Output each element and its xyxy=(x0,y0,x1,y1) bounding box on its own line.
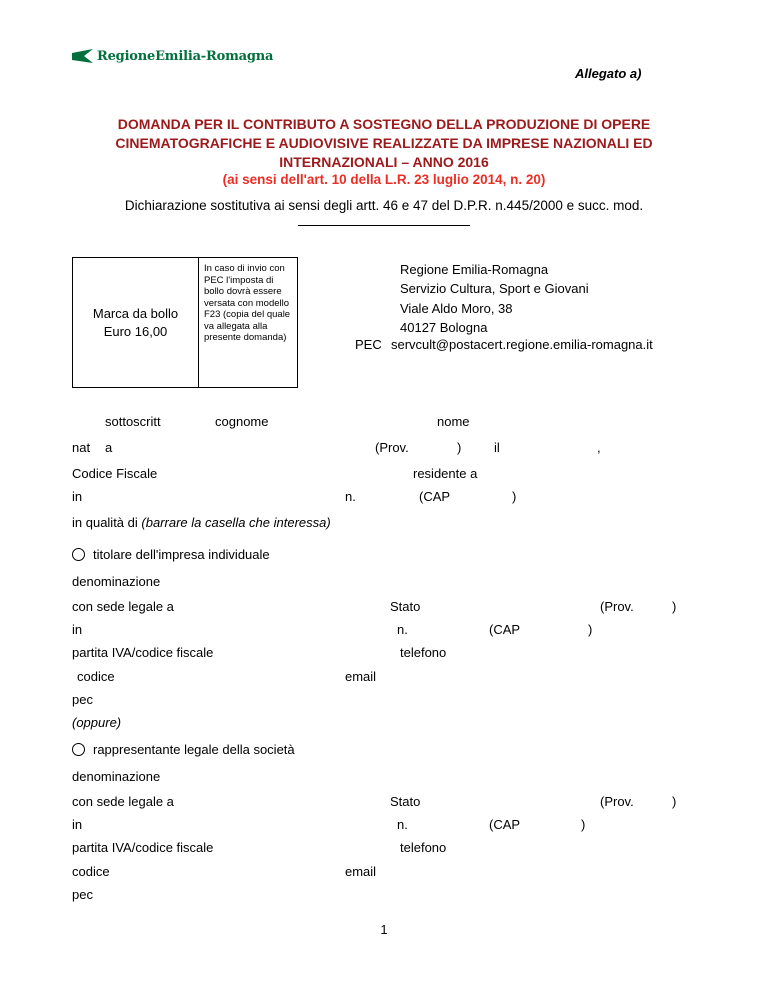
regione-emilia-romagna-logo xyxy=(72,49,273,64)
law-reference: (ai sensi dell'art. 10 della L.R. 23 luglio 2014, n. 20) xyxy=(222,172,546,187)
form-line-indirizzo-2 xyxy=(0,817,768,835)
label-partita-iva: partita IVA/codice fiscale xyxy=(72,840,214,855)
label-sede-legale: con sede legale a xyxy=(72,794,174,809)
title-line-2: CINEMATOGRAFICHE E AUDIOVISIVE REALIZZATE DA IMPRESE NAZIONALI ED xyxy=(115,135,653,151)
form-line-sede-2 xyxy=(0,794,768,812)
label-cap-close: ) xyxy=(512,489,517,504)
label-il: il xyxy=(494,440,500,455)
form-line-codice-fiscale xyxy=(0,466,768,484)
label-cap-close: ) xyxy=(588,622,593,637)
label-stato: Stato xyxy=(390,599,421,614)
label-denominazione: denominazione xyxy=(72,574,161,589)
form-line-indirizzo xyxy=(0,489,768,507)
recipient-line: Viale Aldo Moro, 38 xyxy=(400,300,513,316)
label-pec: pec xyxy=(72,887,93,902)
label-a: a xyxy=(105,440,113,455)
form-line-nascita xyxy=(0,440,768,458)
label-codice: codice xyxy=(72,864,110,879)
recipient-pec-line xyxy=(0,337,768,355)
label-cognome: cognome xyxy=(215,414,269,429)
label-n: n. xyxy=(397,817,408,832)
label-denominazione: denominazione xyxy=(72,769,161,784)
pec-label: PEC xyxy=(355,337,382,352)
form-line-piva-2 xyxy=(0,840,768,858)
label-email: email xyxy=(345,669,377,684)
stamp-box xyxy=(72,257,199,388)
form-line-codice-2 xyxy=(0,864,768,882)
form-line-sottoscritt xyxy=(0,414,768,432)
label-in-qualita-prefix: in qualità di xyxy=(72,515,142,530)
label-oppure: (oppure) xyxy=(72,715,122,730)
label-comma: , xyxy=(597,440,601,455)
label-n: n. xyxy=(397,622,408,637)
label-prov-close: ) xyxy=(672,599,677,614)
pec-address: servcult@postacert.regione.emilia-romagna.it xyxy=(391,337,653,352)
label-codice-fiscale: Codice Fiscale xyxy=(72,466,158,481)
page-number: 1 xyxy=(380,922,388,937)
form-line-qualita xyxy=(0,515,768,533)
label-sede-legale: con sede legale a xyxy=(72,599,174,614)
label-n: n. xyxy=(345,489,356,504)
label-codice: codice xyxy=(77,669,115,684)
option-rappresentante-label: rappresentante legale della società xyxy=(93,742,295,757)
label-stato: Stato xyxy=(390,794,421,809)
label-in: in xyxy=(72,489,83,504)
label-cap-open: (CAP xyxy=(489,817,521,832)
label-telefono: telefono xyxy=(400,645,447,660)
label-nat: nat xyxy=(72,440,91,455)
form-line-pec-2 xyxy=(0,887,768,905)
form-line-sede-1 xyxy=(0,599,768,617)
recipient-line: 40127 Bologna xyxy=(400,319,488,335)
option-titolare-label: titolare dell'impresa individuale xyxy=(93,547,270,562)
option-rappresentante-row xyxy=(0,742,768,760)
stamp-box-line2: Euro 16,00 xyxy=(103,323,168,339)
recipient-address xyxy=(400,260,589,337)
option-rappresentante-checkbox[interactable] xyxy=(72,743,85,756)
label-in-qualita xyxy=(72,515,331,530)
label-in: in xyxy=(72,817,83,832)
label-prov-close: ) xyxy=(672,794,677,809)
label-in-qualita-note: (barrare la casella che interessa) xyxy=(141,515,331,530)
pec-stamp-notice: In caso di invio con PEC l'imposta di bollo dovrà essere versata con modello F23 (copia del quale va allegata alla presente domanda) xyxy=(198,257,298,388)
declaration-text: Dichiarazione sostitutiva ai sensi degli artt. 46 e 47 del D.P.R. n.445/2000 e succ. mod. xyxy=(124,198,644,213)
label-cap-open: (CAP xyxy=(419,489,451,504)
form-line-piva-1 xyxy=(0,645,768,663)
label-pec: pec xyxy=(72,692,93,707)
stamp-box-line1: Marca da bollo xyxy=(92,305,179,321)
divider-line xyxy=(298,225,470,226)
label-partita-iva: partita IVA/codice fiscale xyxy=(72,645,214,660)
label-cap-close: ) xyxy=(581,817,586,832)
form-line-indirizzo-1 xyxy=(0,622,768,640)
recipient-line: Servizio Cultura, Sport e Giovani xyxy=(400,281,589,297)
attachment-label: Allegato a) xyxy=(575,66,642,81)
form-line-oppure xyxy=(0,715,768,733)
label-prov-open: (Prov. xyxy=(600,599,634,614)
label-telefono: telefono xyxy=(400,840,447,855)
label-prov-open: (Prov. xyxy=(600,794,634,809)
document-title xyxy=(0,115,768,172)
form-line-codice-1 xyxy=(0,669,768,687)
logo-text: RegioneEmilia-Romagna xyxy=(97,49,274,64)
form-line-pec-1 xyxy=(0,692,768,710)
label-cap-open: (CAP xyxy=(489,622,521,637)
label-prov-close: ) xyxy=(457,440,462,455)
label-in: in xyxy=(72,622,83,637)
title-line-1: DOMANDA PER IL CONTRIBUTO A SOSTEGNO DELLA PRODUZIONE DI OPERE xyxy=(117,116,651,132)
label-sottoscritt: sottoscritt xyxy=(105,414,161,429)
form-line-denominazione-2 xyxy=(0,769,768,787)
label-residente-a: residente a xyxy=(413,466,478,481)
form-line-denominazione-1 xyxy=(0,574,768,592)
option-titolare-checkbox[interactable] xyxy=(72,548,85,561)
title-line-3: INTERNAZIONALI – ANNO 2016 xyxy=(279,154,489,170)
region-flag-icon xyxy=(72,49,94,64)
label-nome: nome xyxy=(437,414,470,429)
recipient-line: Regione Emilia-Romagna xyxy=(400,262,549,277)
label-email: email xyxy=(345,864,377,879)
option-titolare-row xyxy=(0,547,768,565)
label-prov-open: (Prov. xyxy=(375,440,409,455)
